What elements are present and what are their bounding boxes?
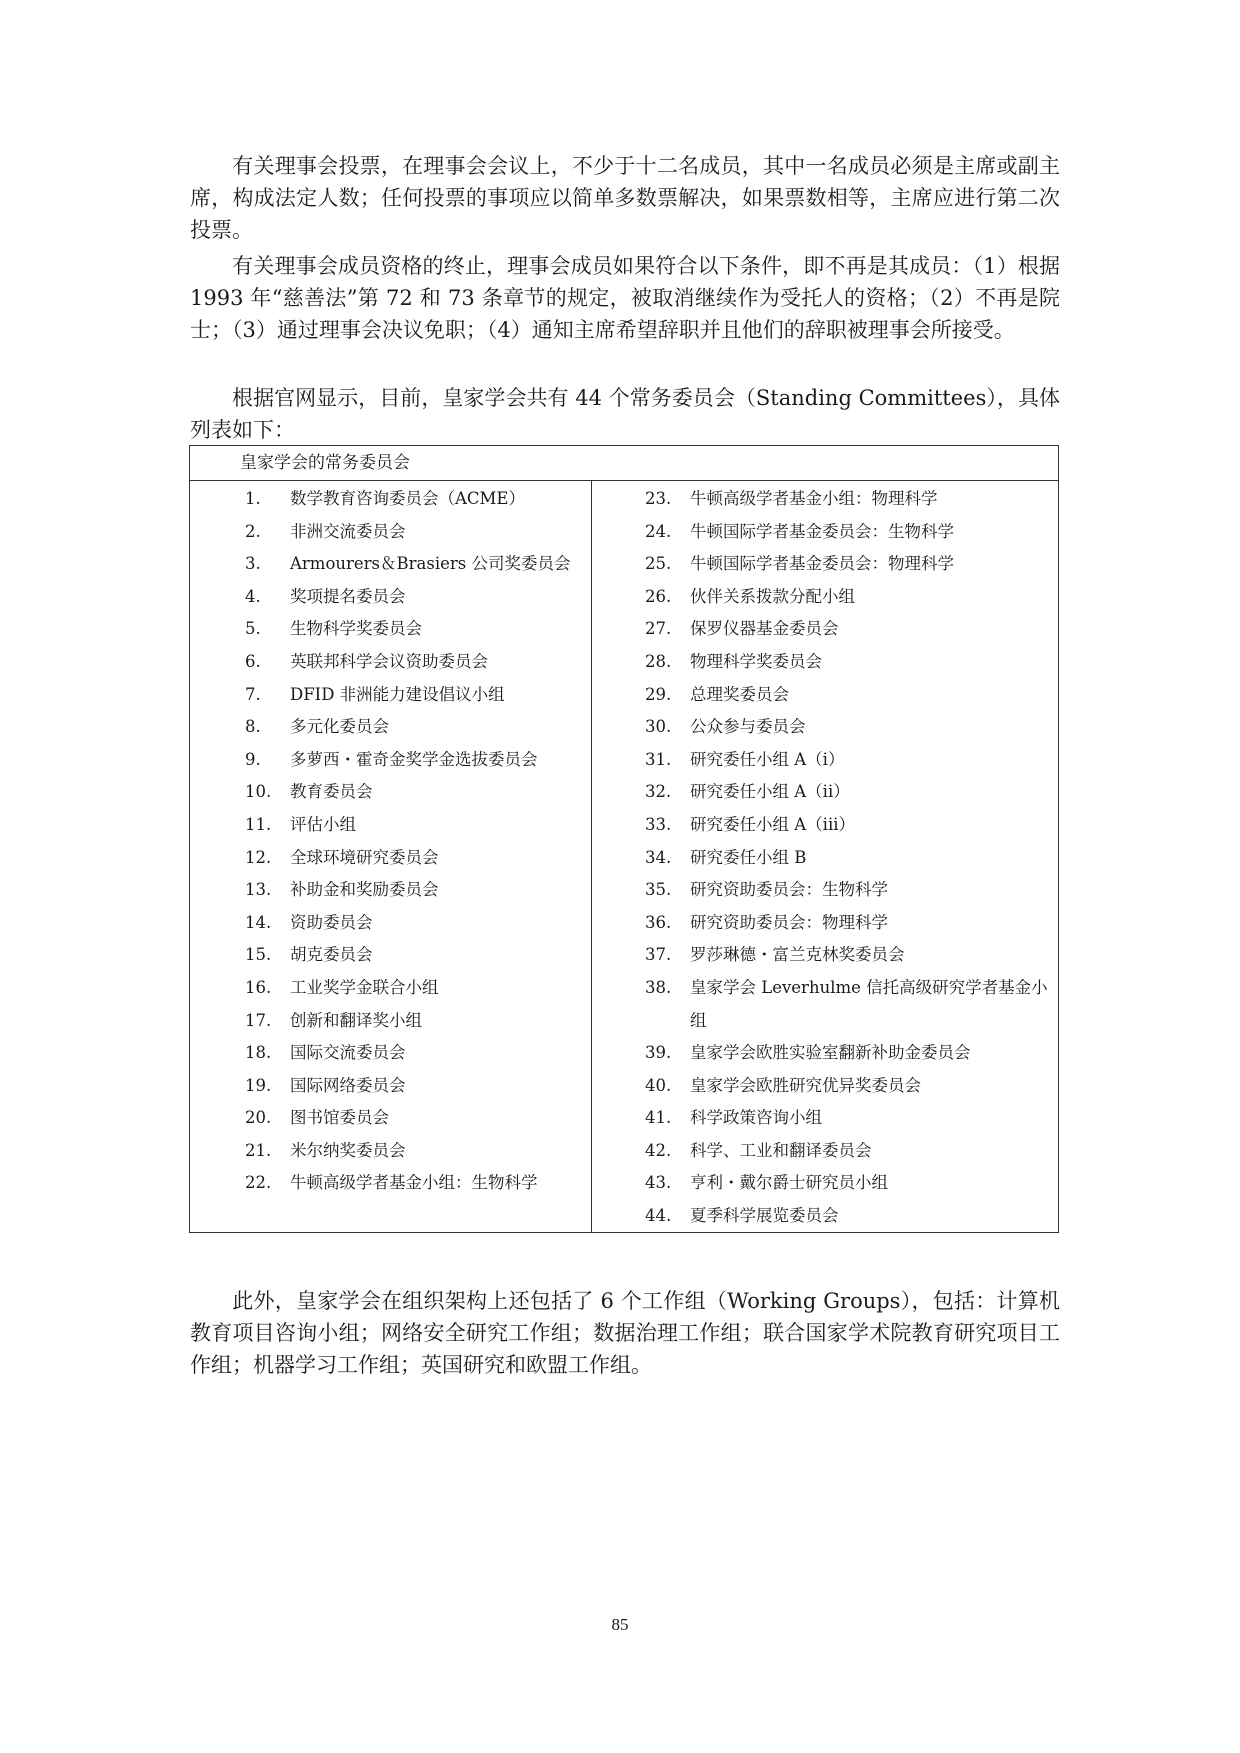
committee-list-item	[190, 548, 591, 581]
committee-name: 牛顿高级学者基金小组：物理科学	[690, 489, 938, 508]
item-number: 9.	[245, 749, 261, 769]
item-number: 21.	[245, 1140, 272, 1160]
committee-list-item	[592, 1070, 1058, 1103]
committee-name: 亨利・戴尔爵士研究员小组	[690, 1173, 888, 1193]
committee-name: 米尔纳奖委员会	[290, 1140, 406, 1160]
committee-list-item	[190, 613, 591, 646]
committee-list-item	[592, 1102, 1058, 1135]
item-number: 3.	[245, 554, 261, 574]
item-number: 11.	[245, 814, 272, 834]
committee-list-item	[592, 972, 1058, 1037]
committee-name: 研究资助委员会：生物科学	[690, 880, 888, 900]
committee-name: 牛顿国际学者基金委员会：生物科学	[690, 521, 954, 541]
committee-list-item	[190, 972, 591, 1005]
item-number: 23.	[645, 489, 672, 508]
committee-name: 胡克委员会	[290, 945, 373, 965]
item-number: 26.	[645, 586, 672, 606]
committee-list-item	[592, 679, 1058, 712]
item-number: 24.	[645, 521, 672, 541]
committee-list-item	[190, 1135, 591, 1168]
committee-list-item	[190, 1102, 591, 1135]
committee-list-item	[190, 744, 591, 777]
committee-name: 评估小组	[290, 814, 356, 834]
committee-name: 研究委任小组 A（iii）	[690, 814, 855, 834]
committee-name: 研究委任小组 A（ii）	[690, 782, 850, 802]
item-number: 4.	[245, 586, 261, 606]
committee-name: 创新和翻译奖小组	[290, 1010, 422, 1030]
committee-list-item	[592, 744, 1058, 777]
committee-list-item	[592, 809, 1058, 842]
committee-list-item	[190, 1167, 591, 1200]
standing-committees-table	[189, 445, 1059, 1233]
table-title: 皇家学会的常务委员会	[190, 446, 1058, 481]
item-number: 16.	[245, 977, 272, 997]
committee-name: 全球环境研究委员会	[290, 847, 439, 867]
paragraph-standing-committees-intro	[190, 382, 1060, 446]
committee-list-item	[592, 1135, 1058, 1168]
committee-list-item	[592, 842, 1058, 875]
item-number: 32.	[645, 782, 672, 802]
committee-name: Armourers＆Brasiers 公司奖委员会	[290, 554, 571, 574]
paragraph-membership-termination	[190, 250, 1060, 346]
committee-list-item	[190, 776, 591, 809]
committee-name: 英联邦科学会议资助委员会	[290, 651, 488, 671]
committee-name: 补助金和奖励委员会	[290, 880, 439, 900]
committee-list-item	[592, 581, 1058, 614]
item-number: 2.	[245, 521, 261, 541]
committee-name: 生物科学奖委员会	[290, 619, 422, 639]
item-number: 25.	[645, 554, 672, 574]
item-number: 27.	[645, 619, 672, 639]
committee-list-item	[190, 1070, 591, 1103]
committee-name: 保罗仪器基金委员会	[690, 619, 839, 639]
committee-name: 伙伴关系拨款分配小组	[690, 586, 855, 606]
item-number: 14.	[245, 912, 272, 932]
page-number: 85	[611, 1615, 629, 1634]
committee-name: 物理科学奖委员会	[690, 651, 822, 671]
committee-list-item	[592, 516, 1058, 549]
committee-list-item	[190, 516, 591, 549]
item-number: 17.	[245, 1010, 272, 1030]
committee-list-item	[190, 483, 591, 516]
committee-list-item	[592, 1167, 1058, 1200]
committee-name: 国际交流委员会	[290, 1043, 406, 1063]
item-number: 34.	[645, 847, 672, 867]
committee-list-item	[592, 907, 1058, 940]
item-number: 39.	[645, 1043, 672, 1063]
committee-name: 牛顿高级学者基金小组：生物科学	[290, 1173, 538, 1193]
committee-list-item	[190, 646, 591, 679]
committee-list-item	[190, 1005, 591, 1038]
committee-name: 总理奖委员会	[690, 684, 789, 704]
committee-list-item	[190, 679, 591, 712]
item-number: 19.	[245, 1075, 272, 1095]
table-body	[190, 480, 1058, 1232]
item-number: 6.	[245, 651, 261, 671]
table-column-right	[592, 480, 1058, 1232]
paragraph-text: 有关理事会成员资格的终止，理事会成员如果符合以下条件，即不再是其成员：（1）根据 1993 年“慈善法”第 72 和 73 条章节的规定，被取消继续作为受托人的资格；（2）不再是院士；（3）通过理事会决议免职；（4）通知主席希望辞职并且他们的辞职被理事会所接受。	[190, 254, 1060, 342]
table-column-left	[190, 480, 592, 1232]
item-number: 7.	[245, 684, 261, 704]
committee-name: 研究委任小组 B	[690, 847, 807, 867]
item-number: 28.	[645, 651, 672, 671]
item-number: 22.	[245, 1173, 272, 1193]
committee-name: 多萝西・霍奇金奖学金选拔委员会	[290, 749, 538, 769]
item-number: 36.	[645, 912, 672, 932]
committee-list-item	[592, 939, 1058, 972]
item-number: 37.	[645, 945, 672, 965]
committee-list-item	[592, 483, 1058, 516]
committee-name: 非洲交流委员会	[290, 521, 406, 541]
item-number: 38.	[645, 977, 672, 997]
item-number: 42.	[645, 1140, 672, 1160]
paragraph-text: 根据官网显示，目前，皇家学会共有 44 个常务委员会（Standing Committees），具体列表如下：	[190, 386, 1060, 442]
committee-name: 皇家学会 Leverhulme 信托高级研究学者基金小组	[690, 977, 1048, 1030]
committee-name: 研究委任小组 A（i）	[690, 749, 845, 769]
committee-name: 奖项提名委员会	[290, 586, 406, 606]
item-number: 31.	[645, 749, 672, 769]
committee-list-item	[592, 874, 1058, 907]
committee-name: DFID 非洲能力建设倡议小组	[290, 684, 505, 704]
committee-name: 科学、工业和翻译委员会	[690, 1140, 872, 1160]
committee-list-item	[190, 842, 591, 875]
committee-list-item	[190, 939, 591, 972]
committee-name: 罗莎琳德・富兰克林奖委员会	[690, 945, 905, 965]
item-number: 10.	[245, 782, 272, 802]
item-number: 30.	[645, 717, 672, 737]
item-number: 40.	[645, 1075, 672, 1095]
committee-name: 研究资助委员会：物理科学	[690, 912, 888, 932]
item-number: 20.	[245, 1108, 272, 1128]
committee-name: 皇家学会欧胜研究优异奖委员会	[690, 1075, 921, 1095]
committee-name: 图书馆委员会	[290, 1108, 389, 1128]
item-number: 15.	[245, 945, 272, 965]
committee-name: 教育委员会	[290, 782, 373, 802]
committee-name: 公众参与委员会	[690, 717, 806, 737]
item-number: 13.	[245, 880, 272, 900]
committee-list-item	[190, 907, 591, 940]
committee-list-item	[190, 581, 591, 614]
item-number: 18.	[245, 1043, 272, 1063]
committee-list-item	[190, 711, 591, 744]
committee-name: 夏季科学展览委员会	[690, 1206, 839, 1226]
committee-list-item	[592, 613, 1058, 646]
item-number: 5.	[245, 619, 261, 639]
paragraph-text: 此外，皇家学会在组织架构上还包括了 6 个工作组（Working Groups），包括：计算机教育项目咨询小组；网络安全研究工作组；数据治理工作组；联合国家学术院教育研究项目工作组；机器学习工作组；英国研究和欧盟工作组。	[190, 1289, 1060, 1377]
committee-name: 多元化委员会	[290, 717, 389, 737]
paragraph-council-voting	[190, 150, 1060, 246]
committee-list-item	[190, 809, 591, 842]
committee-list-item	[592, 1037, 1058, 1070]
committee-list-item	[592, 548, 1058, 581]
committee-list-item	[592, 711, 1058, 744]
paragraph-working-groups	[190, 1285, 1060, 1381]
committee-name: 国际网络委员会	[290, 1075, 406, 1095]
item-number: 29.	[645, 684, 672, 704]
committee-list-item	[190, 874, 591, 907]
item-number: 8.	[245, 717, 261, 737]
committee-list-item	[592, 1200, 1058, 1233]
item-number: 1.	[245, 489, 261, 508]
committee-list-item	[190, 1037, 591, 1070]
committee-list-item	[592, 646, 1058, 679]
committee-name: 皇家学会欧胜实验室翻新补助金委员会	[690, 1043, 971, 1063]
item-number: 43.	[645, 1173, 672, 1193]
committee-name: 资助委员会	[290, 912, 373, 932]
item-number: 12.	[245, 847, 272, 867]
committee-name: 工业奖学金联合小组	[290, 977, 439, 997]
committee-list-item	[592, 776, 1058, 809]
item-number: 33.	[645, 814, 672, 834]
committee-name: 数学教育咨询委员会（ACME）	[290, 489, 525, 508]
committee-name: 牛顿国际学者基金委员会：物理科学	[690, 554, 954, 574]
committee-name: 科学政策咨询小组	[690, 1108, 822, 1128]
item-number: 44.	[645, 1206, 672, 1226]
item-number: 41.	[645, 1108, 672, 1128]
paragraph-text: 有关理事会投票，在理事会会议上，不少于十二名成员，其中一名成员必须是主席或副主席，构成法定人数；任何投票的事项应以简单多数票解决，如果票数相等，主席应进行第二次投票。	[190, 154, 1060, 242]
item-number: 35.	[645, 880, 672, 900]
